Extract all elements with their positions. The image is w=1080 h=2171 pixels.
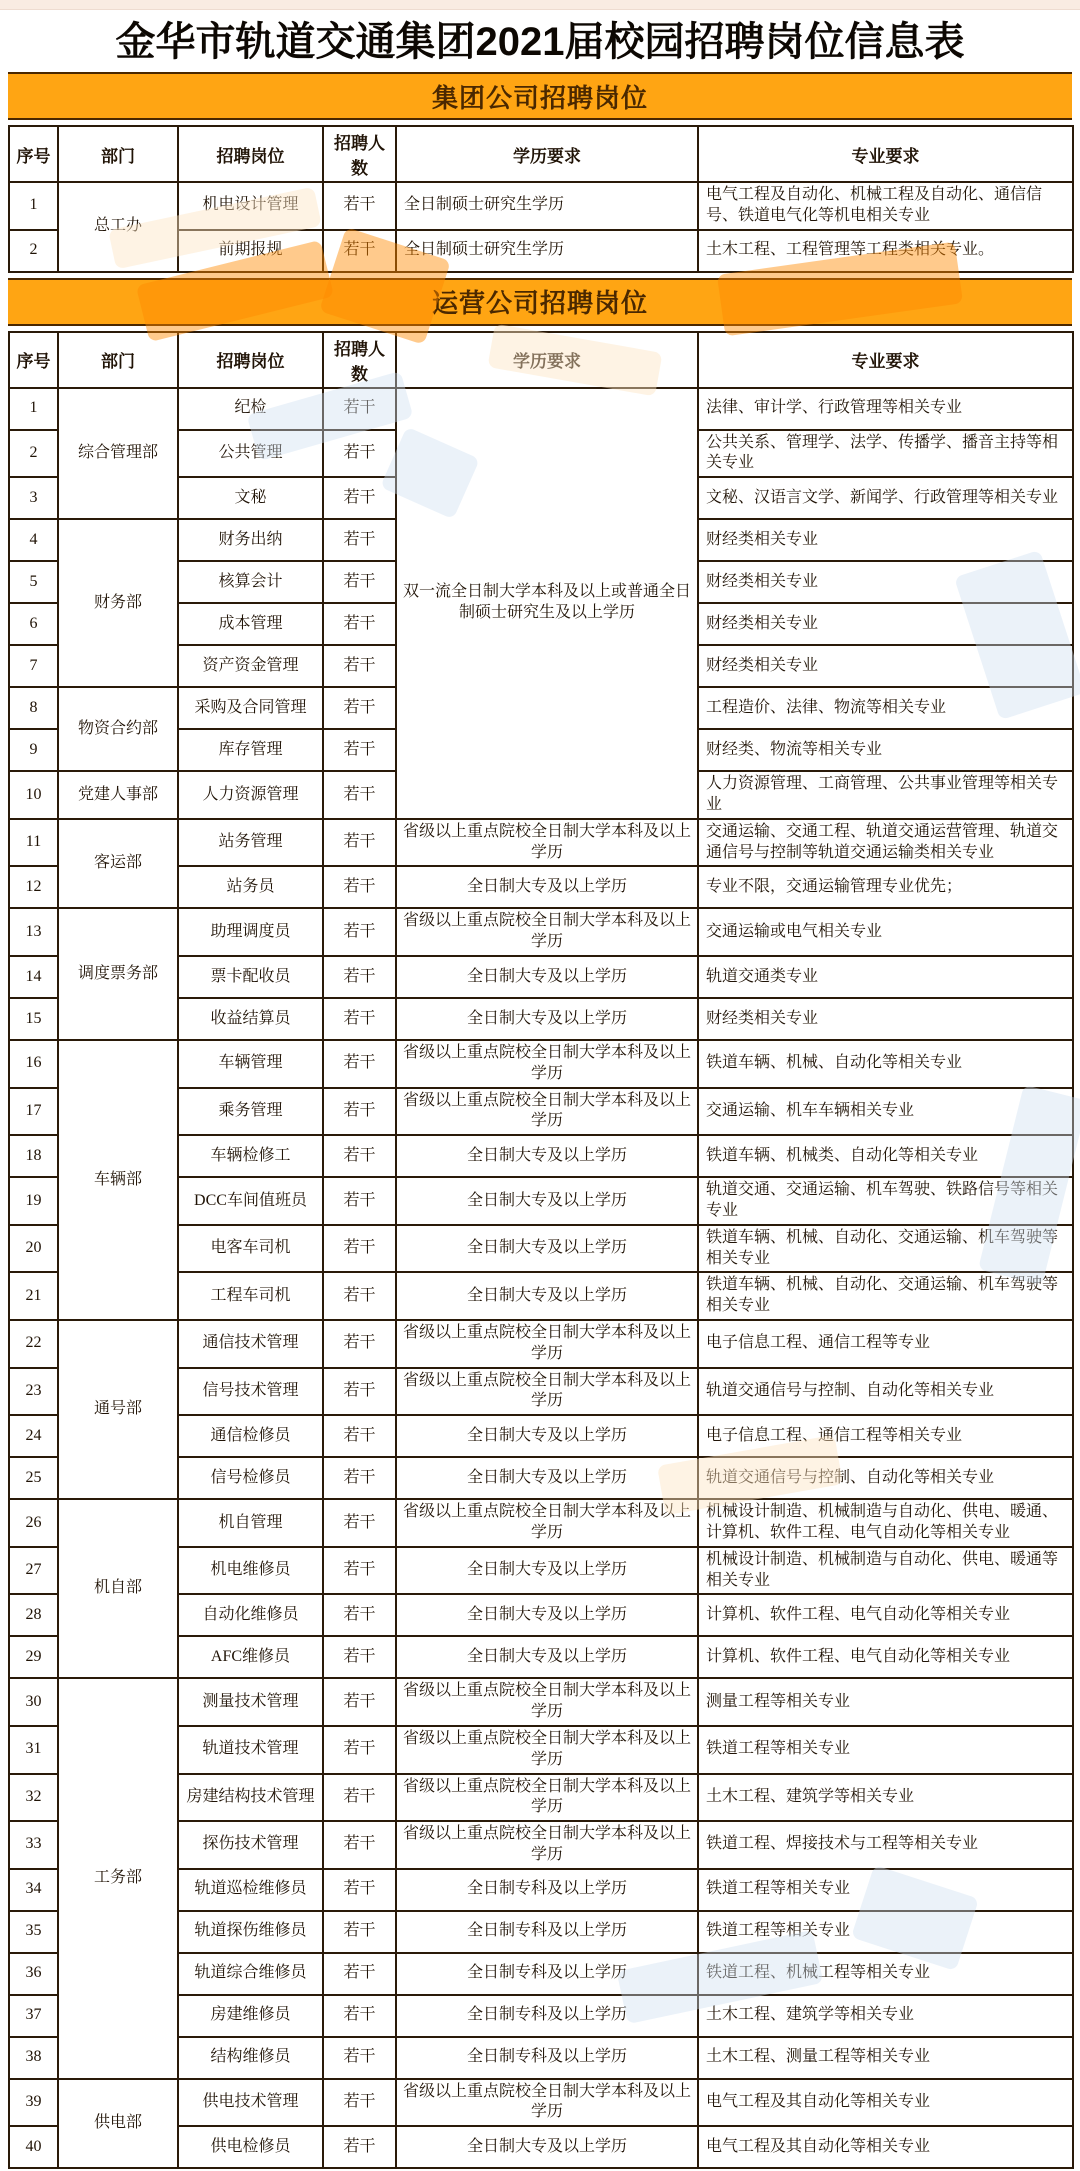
row-number-cell: 10 <box>9 771 58 819</box>
row-number-cell: 7 <box>9 645 58 687</box>
position-cell: 工程车司机 <box>178 1272 323 1320</box>
department-cell: 通号部 <box>58 1320 178 1499</box>
row-number-cell: 13 <box>9 908 58 956</box>
row-number-cell: 2 <box>9 430 58 478</box>
position-cell: 机自管理 <box>178 1499 323 1547</box>
recruitment-section <box>0 278 1080 2170</box>
headcount-cell: 若干 <box>323 1088 396 1136</box>
position-cell: 轨道技术管理 <box>178 1726 323 1774</box>
education-cell: 全日制大专及以上学历 <box>396 998 698 1040</box>
major-cell: 人力资源管理、工商管理、公共事业管理等相关专业 <box>698 771 1073 819</box>
major-cell: 土木工程、测量工程等相关专业 <box>698 2037 1073 2079</box>
education-cell: 全日制专科及以上学历 <box>396 1911 698 1953</box>
major-cell: 机械设计制造、机械制造与自动化、供电、暖通、计算机、软件工程、电气自动化等相关专业 <box>698 1499 1073 1547</box>
position-cell: 公共管理 <box>178 430 323 478</box>
position-cell: 采购及合同管理 <box>178 687 323 729</box>
headcount-cell: 若干 <box>323 1726 396 1774</box>
section-banner-label: 集团公司招聘岗位 <box>431 82 648 113</box>
education-cell: 省级以上重点院校全日制大学本科及以上学历 <box>396 819 698 867</box>
position-cell: 电客车司机 <box>178 1225 323 1273</box>
row-number-cell: 20 <box>9 1225 58 1273</box>
row-number-cell: 25 <box>9 1457 58 1499</box>
major-cell: 土木工程、建筑学等相关专业 <box>698 1995 1073 2037</box>
major-cell: 工程造价、法律、物流等相关专业 <box>698 687 1073 729</box>
education-cell: 省级以上重点院校全日制大学本科及以上学历 <box>396 2079 698 2127</box>
row-number-cell: 5 <box>9 561 58 603</box>
headcount-cell: 若干 <box>323 1040 396 1088</box>
column-header: 招聘人数 <box>323 126 396 182</box>
row-number-cell: 22 <box>9 1320 58 1368</box>
headcount-cell: 若干 <box>323 1457 396 1499</box>
position-cell: 财务出纳 <box>178 519 323 561</box>
education-cell: 双一流全日制大学本科及以上或普通全日制硕士研究生及以上学历 <box>396 388 698 819</box>
row-number-cell: 1 <box>9 182 58 230</box>
major-cell: 铁道工程等相关专业 <box>698 1726 1073 1774</box>
page-title: 金华市轨道交通集团2021届校园招聘岗位信息表 <box>115 20 965 64</box>
department-cell: 客运部 <box>58 819 178 909</box>
education-cell: 全日制大专及以上学历 <box>396 1135 698 1177</box>
position-cell: 房建维修员 <box>178 1995 323 2037</box>
row-number-cell: 39 <box>9 2079 58 2127</box>
row-number-cell: 11 <box>9 819 58 867</box>
headcount-cell: 若干 <box>323 645 396 687</box>
column-header: 序号 <box>9 126 58 182</box>
major-cell: 财经类相关专业 <box>698 603 1073 645</box>
row-number-cell: 38 <box>9 2037 58 2079</box>
headcount-cell: 若干 <box>323 519 396 561</box>
department-cell: 总工办 <box>58 182 178 272</box>
column-header: 专业要求 <box>698 126 1073 182</box>
column-header: 专业要求 <box>698 332 1073 388</box>
major-cell: 测量工程等相关专业 <box>698 1678 1073 1726</box>
position-cell: 供电检修员 <box>178 2126 323 2168</box>
major-cell: 机械设计制造、机械制造与自动化、供电、暖通等相关专业 <box>698 1547 1073 1595</box>
column-header: 部门 <box>58 126 178 182</box>
row-number-cell: 28 <box>9 1594 58 1636</box>
education-cell: 全日制大专及以上学历 <box>396 1594 698 1636</box>
education-cell: 省级以上重点院校全日制大学本科及以上学历 <box>396 1774 698 1822</box>
education-cell: 省级以上重点院校全日制大学本科及以上学历 <box>396 1040 698 1088</box>
major-cell: 电气工程及自动化、机械工程及自动化、通信信号、铁道电气化等机电相关专业 <box>698 182 1073 230</box>
column-header: 招聘岗位 <box>178 126 323 182</box>
department-cell: 供电部 <box>58 2079 178 2169</box>
education-cell: 全日制大专及以上学历 <box>396 1547 698 1595</box>
department-cell: 工务部 <box>58 1678 178 2078</box>
position-cell: 信号检修员 <box>178 1457 323 1499</box>
position-cell: 机电设计管理 <box>178 182 323 230</box>
sections-container <box>0 72 1080 2169</box>
table-row <box>9 388 1073 430</box>
row-number-cell: 31 <box>9 1726 58 1774</box>
major-cell: 财经类相关专业 <box>698 519 1073 561</box>
position-cell: 文秘 <box>178 477 323 519</box>
row-number-cell: 24 <box>9 1415 58 1457</box>
row-number-cell: 37 <box>9 1995 58 2037</box>
education-cell: 省级以上重点院校全日制大学本科及以上学历 <box>396 1088 698 1136</box>
headcount-cell: 若干 <box>323 1774 396 1822</box>
headcount-cell: 若干 <box>323 1547 396 1595</box>
headcount-cell: 若干 <box>323 1995 396 2037</box>
major-cell: 铁道工程等相关专业 <box>698 1869 1073 1911</box>
major-cell: 电气工程及其自动化等相关专业 <box>698 2079 1073 2127</box>
position-cell: 结构维修员 <box>178 2037 323 2079</box>
major-cell: 电子信息工程、通信工程等专业 <box>698 1320 1073 1368</box>
position-cell: 前期报规 <box>178 230 323 272</box>
column-header: 部门 <box>58 332 178 388</box>
position-cell: 助理调度员 <box>178 908 323 956</box>
headcount-cell: 若干 <box>323 1911 396 1953</box>
row-number-cell: 29 <box>9 1636 58 1678</box>
department-cell: 综合管理部 <box>58 388 178 520</box>
section-banner-label: 运营公司招聘岗位 <box>431 288 648 319</box>
position-cell: 探伤技术管理 <box>178 1821 323 1869</box>
major-cell: 土木工程、工程管理等工程类相关专业。 <box>698 230 1073 272</box>
major-cell: 铁道车辆、机械、自动化等相关专业 <box>698 1040 1073 1088</box>
column-header: 学历要求 <box>396 332 698 388</box>
headcount-cell: 若干 <box>323 998 396 1040</box>
table-row <box>9 1320 1073 1368</box>
major-cell: 交通运输、交通工程、轨道交通运营管理、轨道交通信号与控制等轨道交通运输类相关专业 <box>698 819 1073 867</box>
education-cell: 全日制专科及以上学历 <box>396 1995 698 2037</box>
education-cell: 全日制大专及以上学历 <box>396 1177 698 1225</box>
position-cell: 房建结构技术管理 <box>178 1774 323 1822</box>
education-cell: 全日制硕士研究生学历 <box>396 182 698 230</box>
major-cell: 铁道工程、机械工程等相关专业 <box>698 1953 1073 1995</box>
headcount-cell: 若干 <box>323 1594 396 1636</box>
table-row <box>9 1499 1073 1547</box>
education-cell: 全日制大专及以上学历 <box>396 2126 698 2168</box>
position-cell: 供电技术管理 <box>178 2079 323 2127</box>
headcount-cell: 若干 <box>323 1368 396 1416</box>
major-cell: 铁道车辆、机械、自动化、交通运输、机车驾驶等相关专业 <box>698 1225 1073 1273</box>
row-number-cell: 26 <box>9 1499 58 1547</box>
row-number-cell: 40 <box>9 2126 58 2168</box>
headcount-cell: 若干 <box>323 561 396 603</box>
headcount-cell: 若干 <box>323 771 396 819</box>
table-row <box>9 1678 1073 1726</box>
major-cell: 交通运输或电气相关专业 <box>698 908 1073 956</box>
major-cell: 铁道车辆、机械类、自动化等相关专业 <box>698 1135 1073 1177</box>
row-number-cell: 32 <box>9 1774 58 1822</box>
row-number-cell: 34 <box>9 1869 58 1911</box>
headcount-cell: 若干 <box>323 1225 396 1273</box>
department-cell: 物资合约部 <box>58 687 178 771</box>
education-cell: 省级以上重点院校全日制大学本科及以上学历 <box>396 1678 698 1726</box>
row-number-cell: 30 <box>9 1678 58 1726</box>
recruitment-section <box>0 72 1080 273</box>
major-cell: 计算机、软件工程、电气自动化等相关专业 <box>698 1594 1073 1636</box>
position-cell: 纪检 <box>178 388 323 430</box>
position-cell: 机电维修员 <box>178 1547 323 1595</box>
headcount-cell: 若干 <box>323 1636 396 1678</box>
major-cell: 轨道交通类专业 <box>698 956 1073 998</box>
headcount-cell: 若干 <box>323 1272 396 1320</box>
major-cell: 电子信息工程、通信工程等相关专业 <box>698 1415 1073 1457</box>
education-cell: 全日制大专及以上学历 <box>396 1415 698 1457</box>
headcount-cell: 若干 <box>323 1415 396 1457</box>
row-number-cell: 36 <box>9 1953 58 1995</box>
headcount-cell: 若干 <box>323 956 396 998</box>
education-cell: 省级以上重点院校全日制大学本科及以上学历 <box>396 908 698 956</box>
position-cell: 通信检修员 <box>178 1415 323 1457</box>
education-cell: 省级以上重点院校全日制大学本科及以上学历 <box>396 1821 698 1869</box>
row-number-cell: 16 <box>9 1040 58 1088</box>
position-cell: 站务管理 <box>178 819 323 867</box>
row-number-cell: 21 <box>9 1272 58 1320</box>
headcount-cell: 若干 <box>323 182 396 230</box>
headcount-cell: 若干 <box>323 908 396 956</box>
position-cell: 车辆管理 <box>178 1040 323 1088</box>
headcount-cell: 若干 <box>323 1499 396 1547</box>
education-cell: 全日制专科及以上学历 <box>396 1869 698 1911</box>
header-row <box>9 332 1073 388</box>
major-cell: 计算机、软件工程、电气自动化等相关专业 <box>698 1636 1073 1678</box>
position-cell: 库存管理 <box>178 729 323 771</box>
row-number-cell: 6 <box>9 603 58 645</box>
position-cell: 通信技术管理 <box>178 1320 323 1368</box>
headcount-cell: 若干 <box>323 687 396 729</box>
headcount-cell: 若干 <box>323 2079 396 2127</box>
major-cell: 财经类相关专业 <box>698 998 1073 1040</box>
headcount-cell: 若干 <box>323 1869 396 1911</box>
major-cell: 文秘、汉语言文学、新闻学、行政管理等相关专业 <box>698 477 1073 519</box>
row-number-cell: 9 <box>9 729 58 771</box>
position-cell: 站务员 <box>178 866 323 908</box>
major-cell: 公共关系、管理学、法学、传播学、播音主持等相关专业 <box>698 430 1073 478</box>
headcount-cell: 若干 <box>323 1177 396 1225</box>
major-cell: 轨道交通信号与控制、自动化等相关专业 <box>698 1457 1073 1499</box>
major-cell: 专业不限，交通运输管理专业优先； <box>698 866 1073 908</box>
table-row <box>9 819 1073 867</box>
education-cell: 全日制大专及以上学历 <box>396 1636 698 1678</box>
position-cell: 自动化维修员 <box>178 1594 323 1636</box>
row-number-cell: 2 <box>9 230 58 272</box>
row-number-cell: 18 <box>9 1135 58 1177</box>
positions-table <box>8 125 1074 273</box>
education-cell: 全日制大专及以上学历 <box>396 956 698 998</box>
education-cell: 全日制硕士研究生学历 <box>396 230 698 272</box>
row-number-cell: 3 <box>9 477 58 519</box>
major-cell: 财经类相关专业 <box>698 561 1073 603</box>
column-header: 招聘人数 <box>323 332 396 388</box>
headcount-cell: 若干 <box>323 1135 396 1177</box>
position-cell: 轨道探伤维修员 <box>178 1911 323 1953</box>
row-number-cell: 19 <box>9 1177 58 1225</box>
position-cell: 信号技术管理 <box>178 1368 323 1416</box>
major-cell: 土木工程、建筑学等相关专业 <box>698 1774 1073 1822</box>
position-cell: 票卡配收员 <box>178 956 323 998</box>
section-banner <box>8 72 1072 120</box>
row-number-cell: 33 <box>9 1821 58 1869</box>
education-cell: 省级以上重点院校全日制大学本科及以上学历 <box>396 1320 698 1368</box>
row-number-cell: 1 <box>9 388 58 430</box>
education-cell: 全日制大专及以上学历 <box>396 866 698 908</box>
major-cell: 轨道交通信号与控制、自动化等相关专业 <box>698 1368 1073 1416</box>
headcount-cell: 若干 <box>323 230 396 272</box>
position-cell: 收益结算员 <box>178 998 323 1040</box>
education-cell: 省级以上重点院校全日制大学本科及以上学历 <box>396 1368 698 1416</box>
row-number-cell: 12 <box>9 866 58 908</box>
row-number-cell: 27 <box>9 1547 58 1595</box>
education-cell: 全日制大专及以上学历 <box>396 1225 698 1273</box>
major-cell: 交通运输、机车车辆相关专业 <box>698 1088 1073 1136</box>
table-row <box>9 2079 1073 2127</box>
major-cell: 财经类、物流等相关专业 <box>698 729 1073 771</box>
education-cell: 全日制专科及以上学历 <box>396 2037 698 2079</box>
position-cell: 乘务管理 <box>178 1088 323 1136</box>
position-cell: DCC车间值班员 <box>178 1177 323 1225</box>
department-cell: 车辆部 <box>58 1040 178 1320</box>
education-cell: 省级以上重点院校全日制大学本科及以上学历 <box>396 1726 698 1774</box>
top-strip <box>0 0 1080 10</box>
headcount-cell: 若干 <box>323 1320 396 1368</box>
table-row <box>9 908 1073 956</box>
row-number-cell: 17 <box>9 1088 58 1136</box>
headcount-cell: 若干 <box>323 866 396 908</box>
section-banner <box>8 278 1072 326</box>
row-number-cell: 15 <box>9 998 58 1040</box>
headcount-cell: 若干 <box>323 477 396 519</box>
position-cell: 轨道综合维修员 <box>178 1953 323 1995</box>
column-header: 招聘岗位 <box>178 332 323 388</box>
education-cell: 全日制大专及以上学历 <box>396 1457 698 1499</box>
major-cell: 铁道工程、焊接技术与工程等相关专业 <box>698 1821 1073 1869</box>
row-number-cell: 35 <box>9 1911 58 1953</box>
department-cell: 党建人事部 <box>58 771 178 819</box>
major-cell: 铁道工程等相关专业 <box>698 1911 1073 1953</box>
row-number-cell: 4 <box>9 519 58 561</box>
position-cell: 轨道巡检维修员 <box>178 1869 323 1911</box>
row-number-cell: 14 <box>9 956 58 998</box>
education-cell: 全日制大专及以上学历 <box>396 1272 698 1320</box>
header-row <box>9 126 1073 182</box>
headcount-cell: 若干 <box>323 603 396 645</box>
education-cell: 全日制专科及以上学历 <box>396 1953 698 1995</box>
headcount-cell: 若干 <box>323 430 396 478</box>
column-header: 学历要求 <box>396 126 698 182</box>
position-cell: AFC维修员 <box>178 1636 323 1678</box>
position-cell: 核算会计 <box>178 561 323 603</box>
headcount-cell: 若干 <box>323 1678 396 1726</box>
major-cell: 轨道交通、交通运输、机车驾驶、铁路信号等相关专业 <box>698 1177 1073 1225</box>
position-cell: 车辆检修工 <box>178 1135 323 1177</box>
row-number-cell: 8 <box>9 687 58 729</box>
department-cell: 调度票务部 <box>58 908 178 1040</box>
major-cell: 电气工程及其自动化等相关专业 <box>698 2126 1073 2168</box>
table-row <box>9 1040 1073 1088</box>
major-cell: 铁道车辆、机械、自动化、交通运输、机车驾驶等相关专业 <box>698 1272 1073 1320</box>
headcount-cell: 若干 <box>323 2126 396 2168</box>
position-cell: 成本管理 <box>178 603 323 645</box>
headcount-cell: 若干 <box>323 2037 396 2079</box>
major-cell: 法律、审计学、行政管理等相关专业 <box>698 388 1073 430</box>
headcount-cell: 若干 <box>323 729 396 771</box>
column-header: 序号 <box>9 332 58 388</box>
table-row <box>9 182 1073 230</box>
headcount-cell: 若干 <box>323 388 396 430</box>
position-cell: 资产资金管理 <box>178 645 323 687</box>
headcount-cell: 若干 <box>323 819 396 867</box>
department-cell: 财务部 <box>58 519 178 687</box>
headcount-cell: 若干 <box>323 1821 396 1869</box>
position-cell: 测量技术管理 <box>178 1678 323 1726</box>
department-cell: 机自部 <box>58 1499 178 1678</box>
headcount-cell: 若干 <box>323 1953 396 1995</box>
page <box>0 18 1080 2169</box>
education-cell: 省级以上重点院校全日制大学本科及以上学历 <box>396 1499 698 1547</box>
major-cell: 财经类相关专业 <box>698 645 1073 687</box>
positions-table <box>8 331 1074 2170</box>
row-number-cell: 23 <box>9 1368 58 1416</box>
position-cell: 人力资源管理 <box>178 771 323 819</box>
